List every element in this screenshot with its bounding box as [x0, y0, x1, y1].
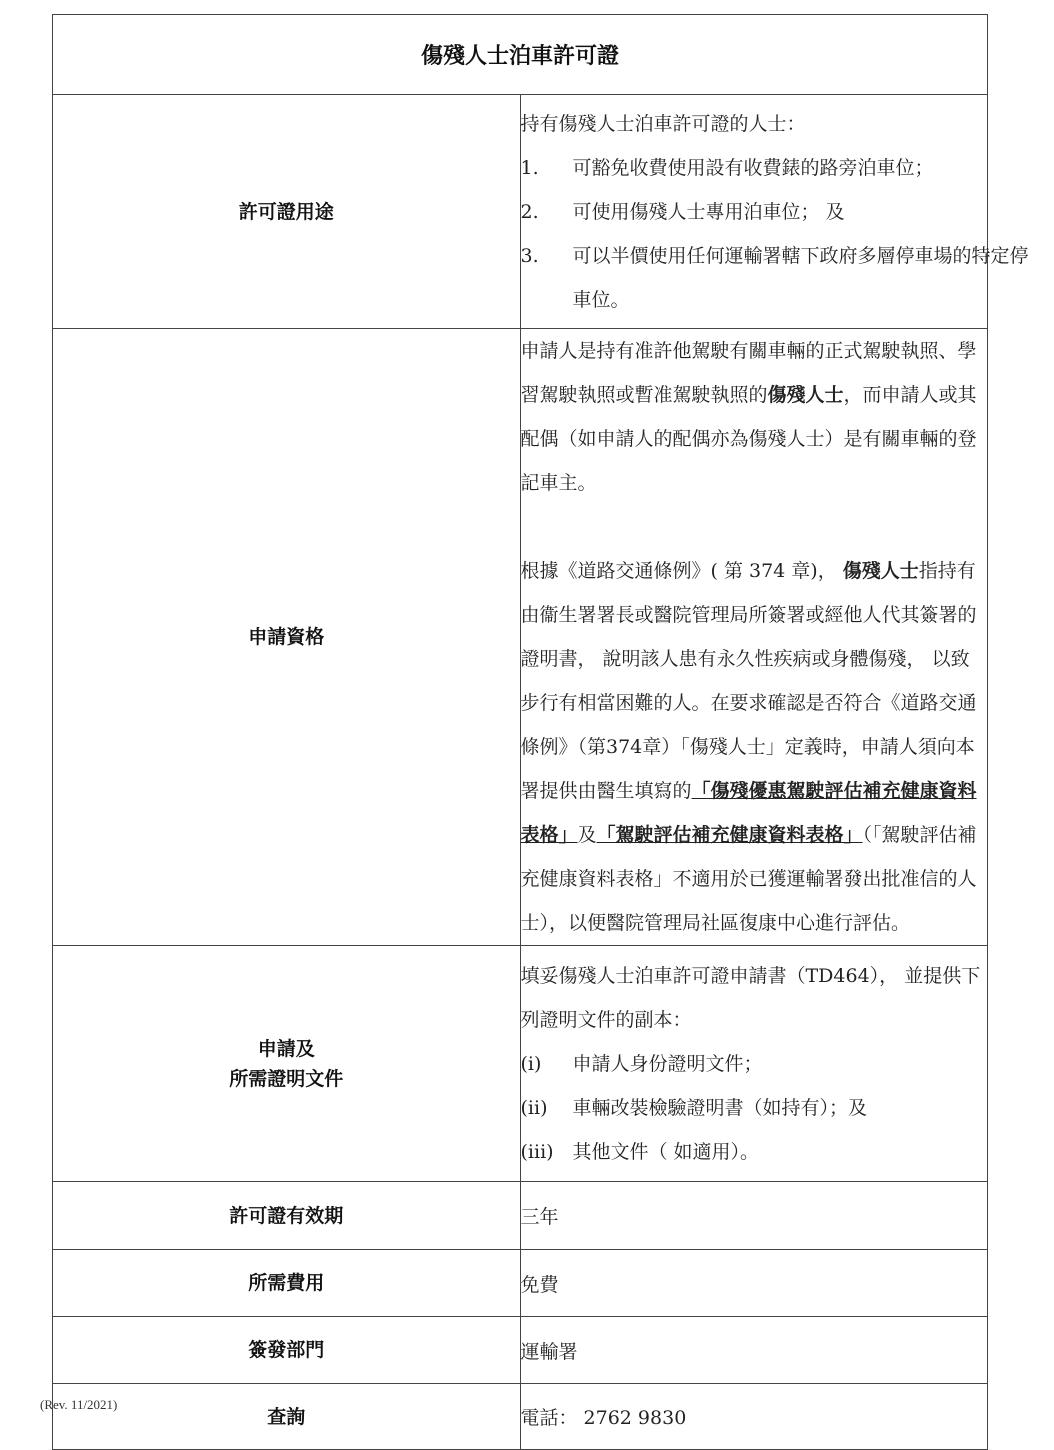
documents-intro: 填妥傷殘人士泊車許可證申請書（TD464）， 並提供下列證明文件的副本：: [520, 964, 981, 1031]
list-item: 3. 可以半價使用任何運輸署轄下政府多層停車場的特定停: [520, 244, 1029, 267]
label-enquiry: 查詢: [53, 1384, 521, 1450]
list-item: 2. 可使用傷殘人士專用泊車位； 及: [520, 200, 845, 223]
value-validity: 三年: [520, 1182, 988, 1250]
label-eligibility: 申請資格: [53, 329, 521, 946]
health-form-link-1[interactable]: 「傷殘優惠駕駛評估補充健康資料表格」: [520, 780, 977, 846]
label-issuer: 簽發部門: [53, 1317, 521, 1384]
list-item: (ii) 車輛改裝檢驗證明書（如持有）；及: [520, 1096, 868, 1119]
label-validity: 許可證有效期: [53, 1182, 521, 1250]
content-eligibility: [520, 329, 988, 946]
content-documents: [520, 946, 988, 1182]
document-title: 傷殘人士泊車許可證: [53, 15, 988, 95]
value-issuer: 運輸署: [520, 1317, 988, 1384]
label-fee: 所需費用: [53, 1250, 521, 1317]
list-item: (i) 申請人身份證明文件；: [520, 1052, 763, 1075]
list-item-continuation: 車位。: [572, 288, 630, 311]
usage-intro: 持有傷殘人士泊車許可證的人士：: [520, 112, 806, 135]
value-enquiry: 電話： 2762 9830: [520, 1384, 988, 1450]
eligibility-paragraph-1: 申請人是持有准許他駕駛有關車輛的正式駕駛執照、學習駕駛執照或暫准駕駛執照的傷殘人士，而申請人或其配偶（如申請人的配偶亦為傷殘人士）是有關車輛的登記車主。: [520, 340, 977, 494]
list-item: (iii) 其他文件（ 如適用）。: [520, 1140, 760, 1163]
label-usage: 許可證用途: [53, 95, 521, 329]
value-fee: 免費: [520, 1250, 988, 1317]
health-form-link-2[interactable]: 「駕駛評估補充健康資料表格」: [596, 824, 863, 846]
revision-note: (Rev. 11/2021): [40, 1397, 118, 1412]
label-documents: 申請及 所需證明文件: [53, 946, 521, 1182]
permit-info-table: [52, 14, 1029, 1450]
list-item: 1. 可豁免收費使用設有收費錶的路旁泊車位；: [520, 156, 934, 179]
eligibility-paragraph-2: 根據《道路交通條例》( 第 374 章)， 傷殘人士指持有由衞生署署長或醫院管理局所簽署或經他人代其簽署的證明書， 說明該人患有永久性疾病或身體傷殘， 以致步行有相當困難的人。在要求確認是否符合《道路交通條例》（第374章）「傷殘人士」定義時，申請人須向本署提供由醫生填寫的「傷殘優惠駕駛評估補充健康資料表格」及「駕駛評估補充健康資料表格」（「駕駛評估補充健康資料表格」不適用於已獲運輸署發出批准信的人士），以便醫院管理局社區復康中心進行評估。: [520, 560, 977, 934]
content-usage: [520, 95, 1029, 329]
